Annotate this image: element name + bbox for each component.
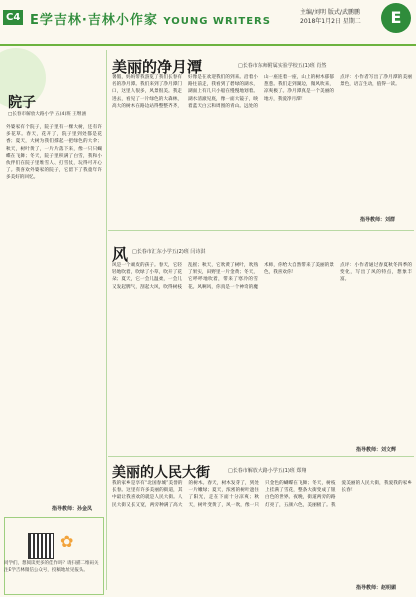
article4-byline: □长春市解放大路小学五(1)班 郑翔 (228, 468, 307, 474)
page-header (0, 0, 416, 46)
column-divider (106, 50, 107, 590)
editor-credit: 主编/刘明 版式/武鹏鹏 (300, 9, 360, 16)
divider (108, 456, 414, 457)
article4-teacher: 指导教师：赵明媚 (356, 585, 397, 591)
article1-body: 暑假，妈妈带我游览了我们长春有名的净月潭。我们来到了净月潭门口，这里人很多，风景很美。我走进去，看见了一片绿色的大森林，高大的树木在路边站得整整齐齐，好像是在欢迎我们的到来。沿着小路往前走，我看到了碧绿的湖水，湖面上有几只小船在慢慢地划着。湖水清澈见底，像一面大镜子，映着蓝天白云和周围的青山。远处的山一座连着一座，山上的树木郁郁葱葱。我们走到湖边，微风吹来，凉爽极了。净月潭真是一个美丽的地方，我爱净月潭！ (112, 75, 334, 109)
ad-box (4, 517, 104, 595)
article2-body: 外婆家有个院子，院子里有一棵大树，还有许多花草。春天，花开了，院子里到处都是花香；夏天，大树为我们撑起一把绿色的大伞；秋天，树叶黄了，一片片落下来，像一只只蝴蝶在飞舞；冬天，院子里积满了白雪，我和小伙伴们在院子里堆雪人、打雪仗，玩得可开心了。我喜欢外婆家的院子，它留下了我童年许多美好的回忆。 (6, 125, 102, 181)
article3-body: 风是一个顽皮的孩子。春天，它轻轻地吹着，吹绿了小草，吹开了花朵；夏天，它一会儿温柔，一会儿又发起脾气，刮起大风，吹得树枝乱摇；秋天，它吹黄了树叶，吹熟了果实，田野里一片金黄；冬天，它呼呼地吹着，带来了寒冷的雪花。风啊风，你真是一个神奇的魔术师，你给大自然带来了美丽的景色，我喜欢你！ (112, 263, 334, 290)
article1-note: 点评：小作者写出了净月潭的美丽景色，语言生动，值得一读。 (340, 75, 412, 88)
ad-text: 同学们，想阅读更多的佳作吗？请扫描二维码关注E学吉林微信公众号，投稿地址见报头。 (4, 561, 99, 573)
article3-byline: □长春市汇东小学五(2)班 闫诗淇 (132, 249, 206, 255)
article3-teacher: 指导教师：刘文辉 (356, 447, 397, 453)
article4-body: 我的家乡是享有“北国春城”美誉的长春。这里有许多美丽的街道，其中最让我喜欢的就是人民大街。人民大街又长又宽，两旁种满了高大的树木。春天，树木发芽了，到处一片嫩绿；夏天，浓密的树叶遮住了阳光，走在下面十分凉爽；秋天，树叶变黄了，风一吹，像一只只金色的蝴蝶在飞舞；冬天，树枝上挂满了雪花，整条大街变成了银白色的世界。夜晚，街道两旁的路灯亮了，五颜六色，美丽极了。我爱美丽的人民大街，我爱我的家乡长春！ (112, 481, 412, 508)
section-title (30, 9, 271, 28)
article3-note: 点评：小作者通过春夏秋冬四季的变化，写出了风的特点，想象丰富。 (340, 263, 412, 283)
section-cn: E学吉林·吉林小作家 (30, 13, 158, 28)
article2-byline: □长春市解放大路小学 五(4)班 王继涵 (8, 112, 87, 117)
flower-icon: ✿ (60, 532, 74, 551)
article1-byline: □长春市东师附属实验学校五(1)班 肖然 (238, 63, 327, 69)
section-logo: E (381, 3, 411, 33)
section-en: YOUNG WRITERS (163, 16, 271, 27)
article2-title: 院子 (8, 95, 36, 111)
divider (108, 230, 414, 231)
article1-teacher: 指导教师：刘群 (360, 217, 396, 223)
article2-teacher: 指导教师：孙金凤 (52, 506, 93, 512)
header-meta (300, 8, 361, 26)
page-number: C4 (3, 10, 23, 25)
article1-title: 美丽的净月潭 (112, 58, 203, 76)
issue-date: 2018年1月2日 星期二 (300, 18, 361, 25)
article3-title: 风 (112, 245, 129, 264)
qr-code (28, 533, 54, 559)
article4-title: 美丽的人民大街 (112, 465, 210, 481)
